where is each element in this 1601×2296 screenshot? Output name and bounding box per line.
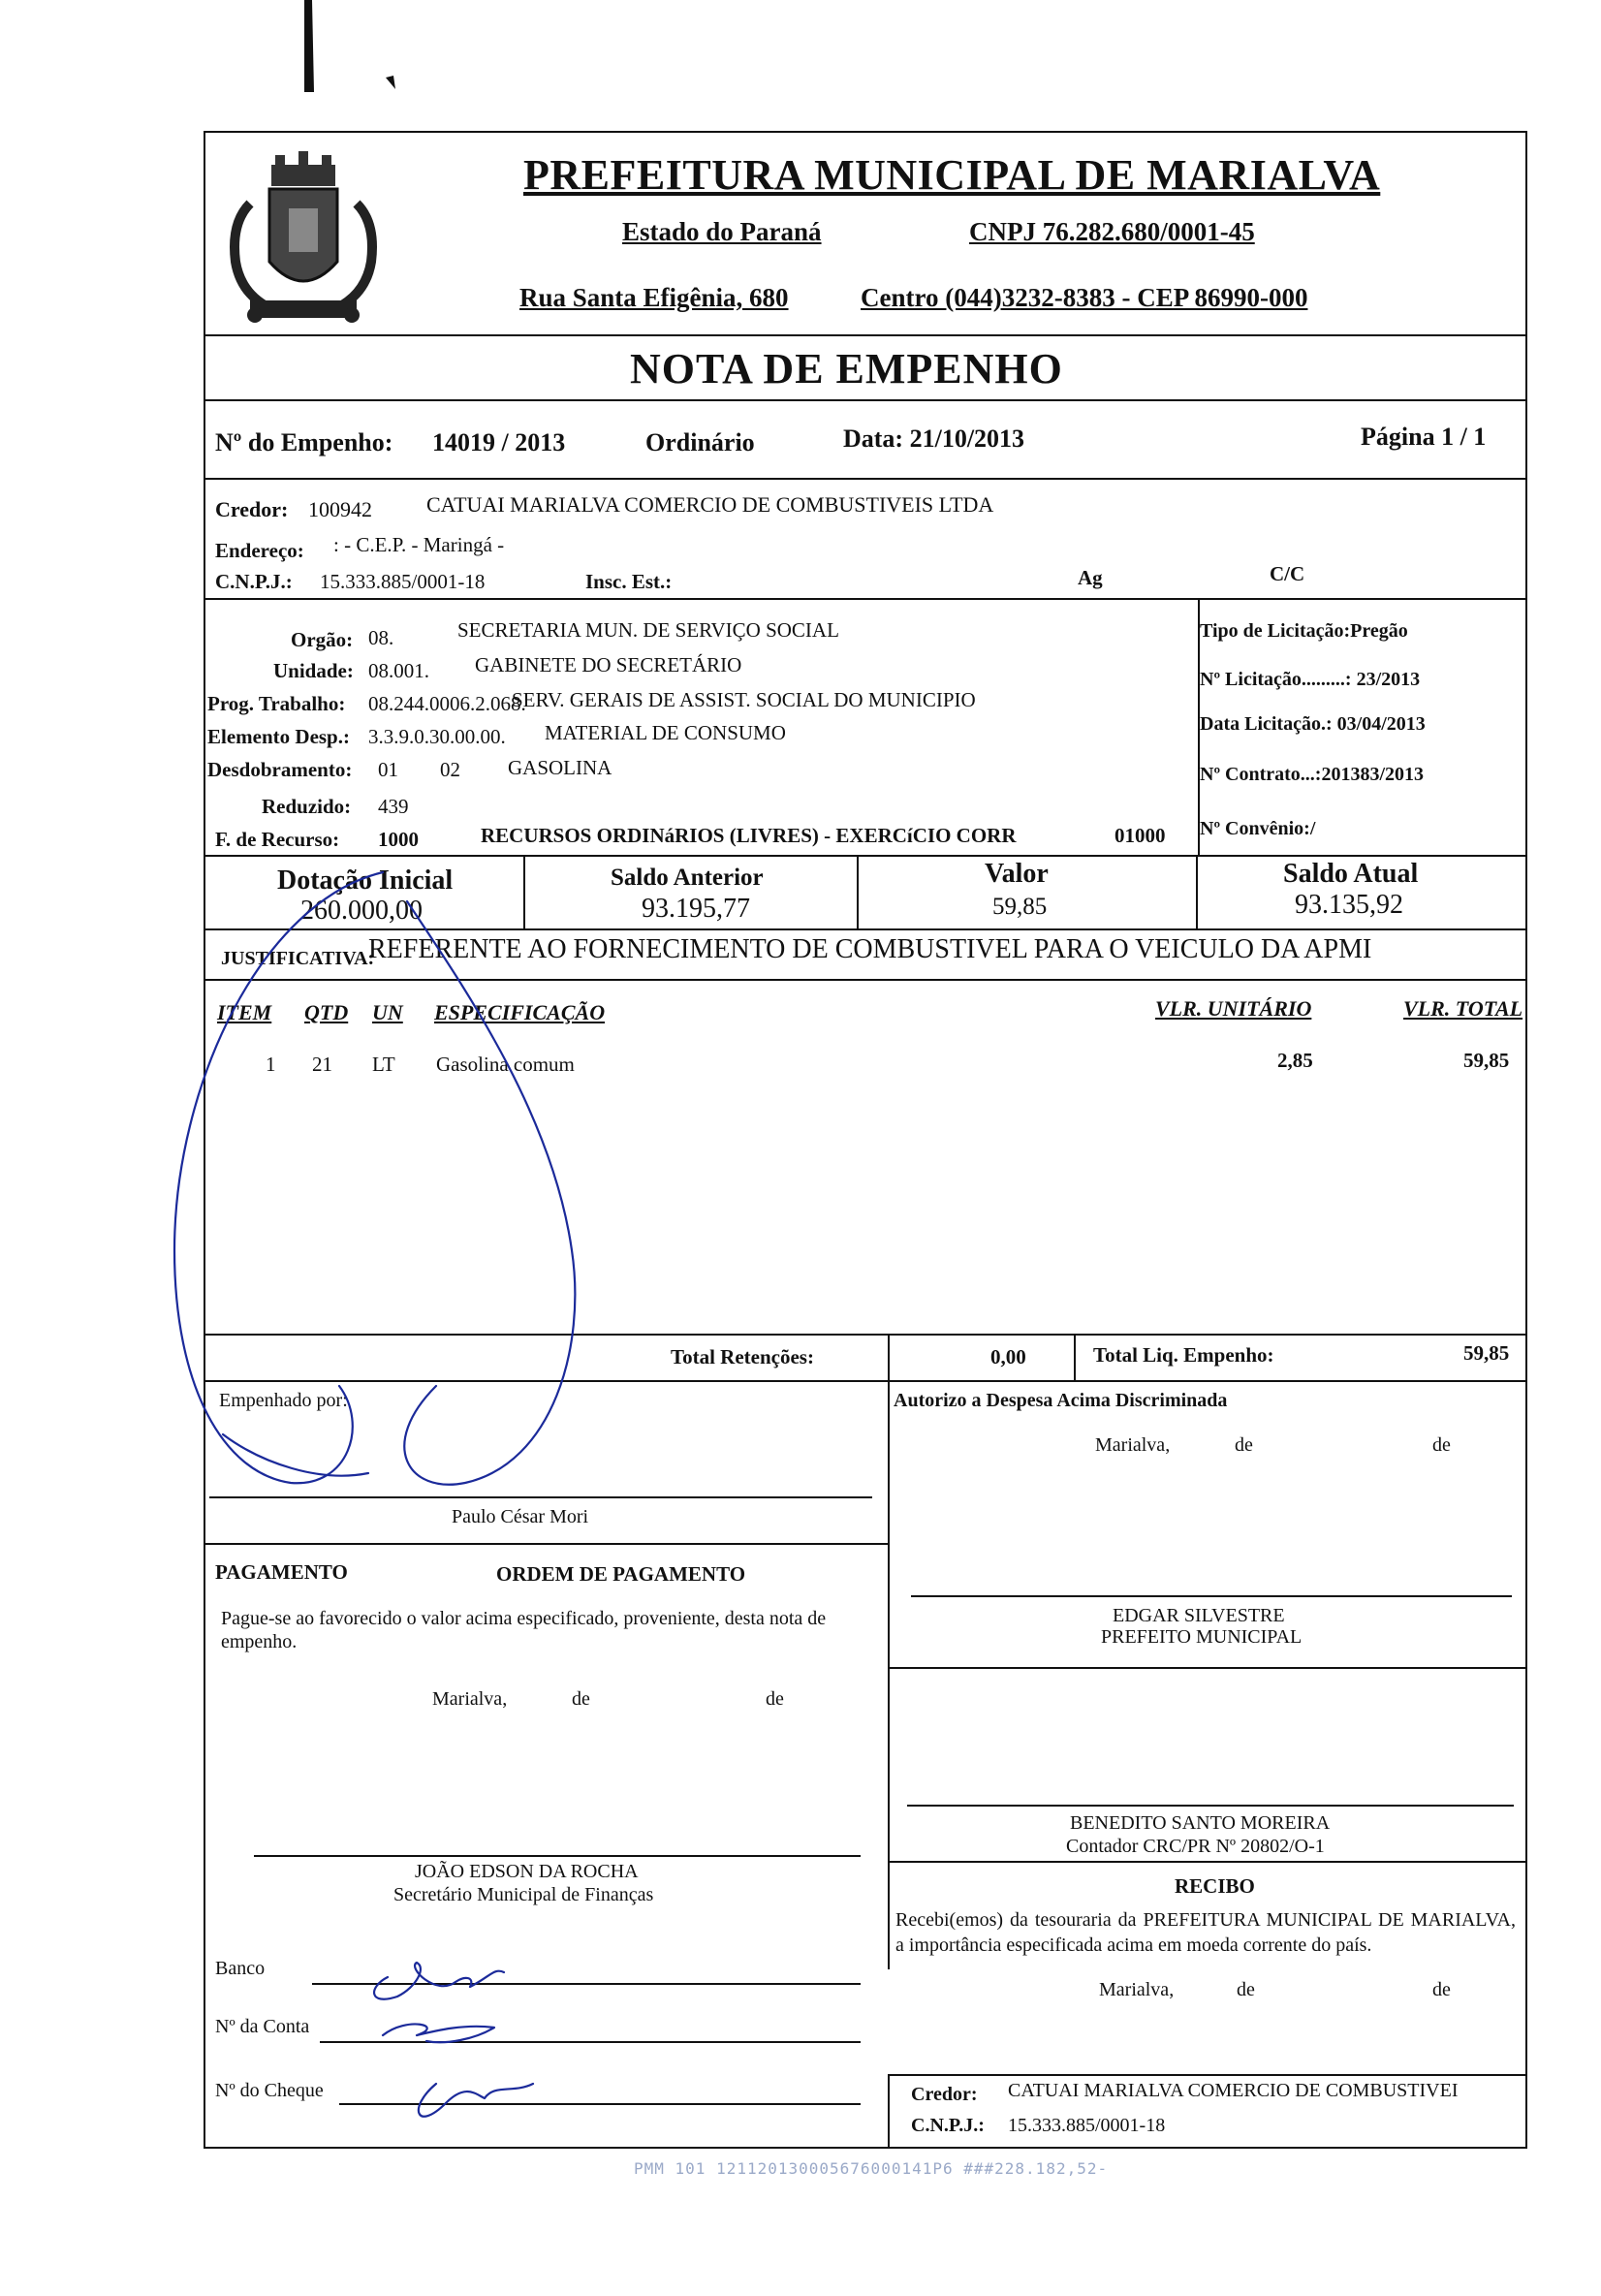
valor-label: Valor [985, 859, 1049, 889]
item-vlr-total: 59,85 [1463, 1049, 1510, 1072]
document-title: NOTA DE EMPENHO [630, 345, 1063, 393]
prog-trabalho-code: 08.244.0006.2.068. [368, 692, 526, 715]
prog-trabalho-name: SERV. GERAIS DE ASSIST. SOCIAL DO MUNICIPIO [512, 688, 976, 711]
page-number: Página 1 / 1 [1361, 423, 1487, 451]
contador-title: Contador CRC/PR Nº 20802/O-1 [1066, 1836, 1325, 1857]
valor-value: 59,85 [992, 894, 1048, 920]
credor-cnpj: 15.333.885/0001-18 [320, 570, 486, 593]
banco-label: Banco [215, 1958, 266, 1979]
endereco-value: : - C.E.P. - Maringá - [333, 533, 505, 556]
justificativa-label: JUSTIFICATIVA: [221, 948, 375, 969]
autorizo-de2: de [1432, 1434, 1451, 1456]
col-vlr-total: VLR. TOTAL [1403, 996, 1523, 1021]
municipality-title: PREFEITURA MUNICIPAL DE MARIALVA [523, 151, 1381, 199]
unidade-label: Unidade: [273, 659, 354, 682]
item-especificacao: Gasolina comum [436, 1053, 575, 1076]
cheque-label: Nº do Cheque [215, 2080, 324, 2101]
reduzido-label: Reduzido: [262, 795, 352, 818]
numero-convenio: Nº Convênio:/ [1200, 818, 1316, 839]
item-un: LT [372, 1053, 395, 1076]
empenho-label: Nº do Empenho: [215, 428, 393, 456]
desdobramento-name: GASOLINA [508, 756, 612, 779]
agency-label: Ag [1078, 566, 1103, 589]
recibo-label: RECIBO [1175, 1874, 1255, 1898]
liquido-value: 59,85 [1463, 1341, 1510, 1365]
unidade-name: GABINETE DO SECRETÁRIO [475, 653, 742, 676]
numero-licitacao: Nº Licitação.........: 23/2013 [1200, 669, 1421, 690]
ordem-pagamento-label: ORDEM DE PAGAMENTO [496, 1562, 746, 1586]
recibo-credor-label: Credor: [911, 2084, 978, 2105]
recibo-cnpj-label: C.N.P.J.: [911, 2115, 985, 2136]
pagamento-de2: de [766, 1688, 784, 1710]
handwritten-signature-icon [330, 1938, 581, 2132]
justificativa-text: REFERENTE AO FORNECIMENTO DE COMBUSTIVEL PARA O VEICULO DA APMI [368, 934, 1372, 964]
saldo-anterior-label: Saldo Anterior [611, 865, 764, 891]
pagamento-label: PAGAMENTO [215, 1560, 348, 1584]
numero-contrato: Nº Contrato...:201383/2013 [1200, 764, 1425, 785]
footer-code: PMM 101 121120130005676000141P6 ###228.182,52- [634, 2159, 1109, 2178]
orgao-label: Orgão: [291, 628, 354, 651]
item-vlr-unitario: 2,85 [1277, 1049, 1313, 1072]
scan-mark-icon [291, 0, 407, 97]
prefeito-name: EDGAR SILVESTRE [1113, 1605, 1285, 1626]
district-phone-cep: Centro (044)3232-8383 - CEP 86990-000 [861, 283, 1308, 312]
recibo-de2: de [1432, 1979, 1451, 2000]
autorizo-de1: de [1235, 1434, 1253, 1456]
saldo-atual-label: Saldo Atual [1283, 859, 1419, 889]
pagamento-text: Pague-se ao favorecido o valor acima especificado, proveniente, desta nota de empenho. [221, 1608, 827, 1652]
empenho-date: Data: 21/10/2013 [843, 425, 1025, 453]
secretario-name: JOÃO EDSON DA ROCHA [415, 1861, 639, 1882]
tipo-licitacao: Tipo de Licitação:Pregão [1200, 620, 1408, 642]
address: Rua Santa Efigênia, 680 [519, 283, 789, 312]
unidade-code: 08.001. [368, 659, 429, 682]
empenhado-signer: Paulo César Mori [452, 1506, 589, 1527]
recibo-credor-value: CATUAI MARIALVA COMERCIO DE COMBUSTIVEI [1008, 2080, 1459, 2101]
autorizo-place: Marialva, [1095, 1434, 1171, 1456]
prog-trabalho-label: Prog. Trabalho: [207, 692, 346, 715]
cnpj-label: C.N.P.J.: [215, 570, 293, 593]
liquido-label: Total Liq. Empenho: [1093, 1343, 1274, 1367]
prefeito-title: PREFEITO MUNICIPAL [1101, 1626, 1303, 1648]
desdobramento-b: 02 [440, 758, 460, 781]
recurso-code: 1000 [378, 828, 419, 851]
insc-est-label: Insc. Est.: [585, 570, 673, 593]
secretario-title: Secretário Municipal de Finanças [393, 1884, 654, 1905]
empenho-number: 14019 / 2013 [432, 428, 566, 456]
elemento-name: MATERIAL DE CONSUMO [545, 721, 786, 744]
account-label: C/C [1270, 562, 1305, 585]
pagamento-de1: de [572, 1688, 590, 1710]
cnpj-header: CNPJ 76.282.680/0001-45 [969, 217, 1255, 246]
credor-code: 100942 [308, 497, 372, 521]
col-vlr-unitario: VLR. UNITÁRIO [1155, 996, 1312, 1021]
recurso-label: F. de Recurso: [215, 828, 340, 851]
data-licitacao: Data Licitação.: 03/04/2013 [1200, 713, 1426, 735]
desdobramento-label: Desdobramento: [207, 758, 353, 781]
orgao-code: 08. [368, 626, 394, 649]
state-name: Estado do Paraná [622, 217, 822, 246]
dotacao-inicial-label: Dotação Inicial [277, 865, 454, 896]
pagamento-place: Marialva, [432, 1688, 508, 1710]
credor-label: Credor: [215, 497, 289, 521]
recurso-name: RECURSOS ORDINáRIOS (LIVRES) - EXERCíCIO CORR [481, 824, 1017, 847]
credor-name: CATUAI MARIALVA COMERCIO DE COMBUSTIVEIS LTDA [426, 492, 994, 517]
elemento-code: 3.3.9.0.30.00.00. [368, 725, 506, 748]
retencoes-value: 0,00 [990, 1345, 1026, 1368]
contador-name: BENEDITO SANTO MOREIRA [1070, 1812, 1331, 1834]
recibo-text: Recebi(emos) da tesouraria da PREFEITURA MUNICIPAL DE MARIALVA, a importância especificada acima em moeda corrente do país. [895, 1909, 1516, 1956]
empenho-type: Ordinário [645, 428, 755, 456]
orgao-name: SECRETARIA MUN. DE SERVIÇO SOCIAL [457, 618, 839, 642]
coat-of-arms-icon [211, 145, 395, 339]
col-item: ITEM [217, 1000, 272, 1024]
endereco-label: Endereço: [215, 539, 304, 562]
item-qtd: 21 [312, 1053, 332, 1076]
recibo-place: Marialva, [1099, 1979, 1175, 2000]
desdobramento-a: 01 [378, 758, 398, 781]
handwritten-cross-mark-icon [145, 843, 649, 1522]
empenhado-por-label: Empenhado por: [219, 1390, 348, 1411]
reduzido-code: 439 [378, 795, 409, 818]
autorizo-label: Autorizo a Despesa Acima Discriminada [894, 1390, 1228, 1411]
saldo-atual-value: 93.135,92 [1295, 890, 1403, 920]
recurso-extra: 01000 [1114, 824, 1166, 847]
col-especificacao: ESPECIFICAÇÃO [434, 1000, 606, 1024]
col-un: UN [372, 1000, 403, 1024]
recibo-de1: de [1237, 1979, 1255, 2000]
item-number: 1 [266, 1053, 276, 1076]
elemento-label: Elemento Desp.: [207, 725, 350, 748]
conta-label: Nº da Conta [215, 2016, 310, 2037]
saldo-anterior-value: 93.195,77 [642, 894, 750, 924]
dotacao-inicial-value: 260.000,00 [300, 896, 423, 926]
recibo-cnpj-value: 15.333.885/0001-18 [1008, 2115, 1166, 2136]
col-qtd: QTD [304, 1000, 349, 1024]
retencoes-label: Total Retenções: [671, 1345, 814, 1368]
